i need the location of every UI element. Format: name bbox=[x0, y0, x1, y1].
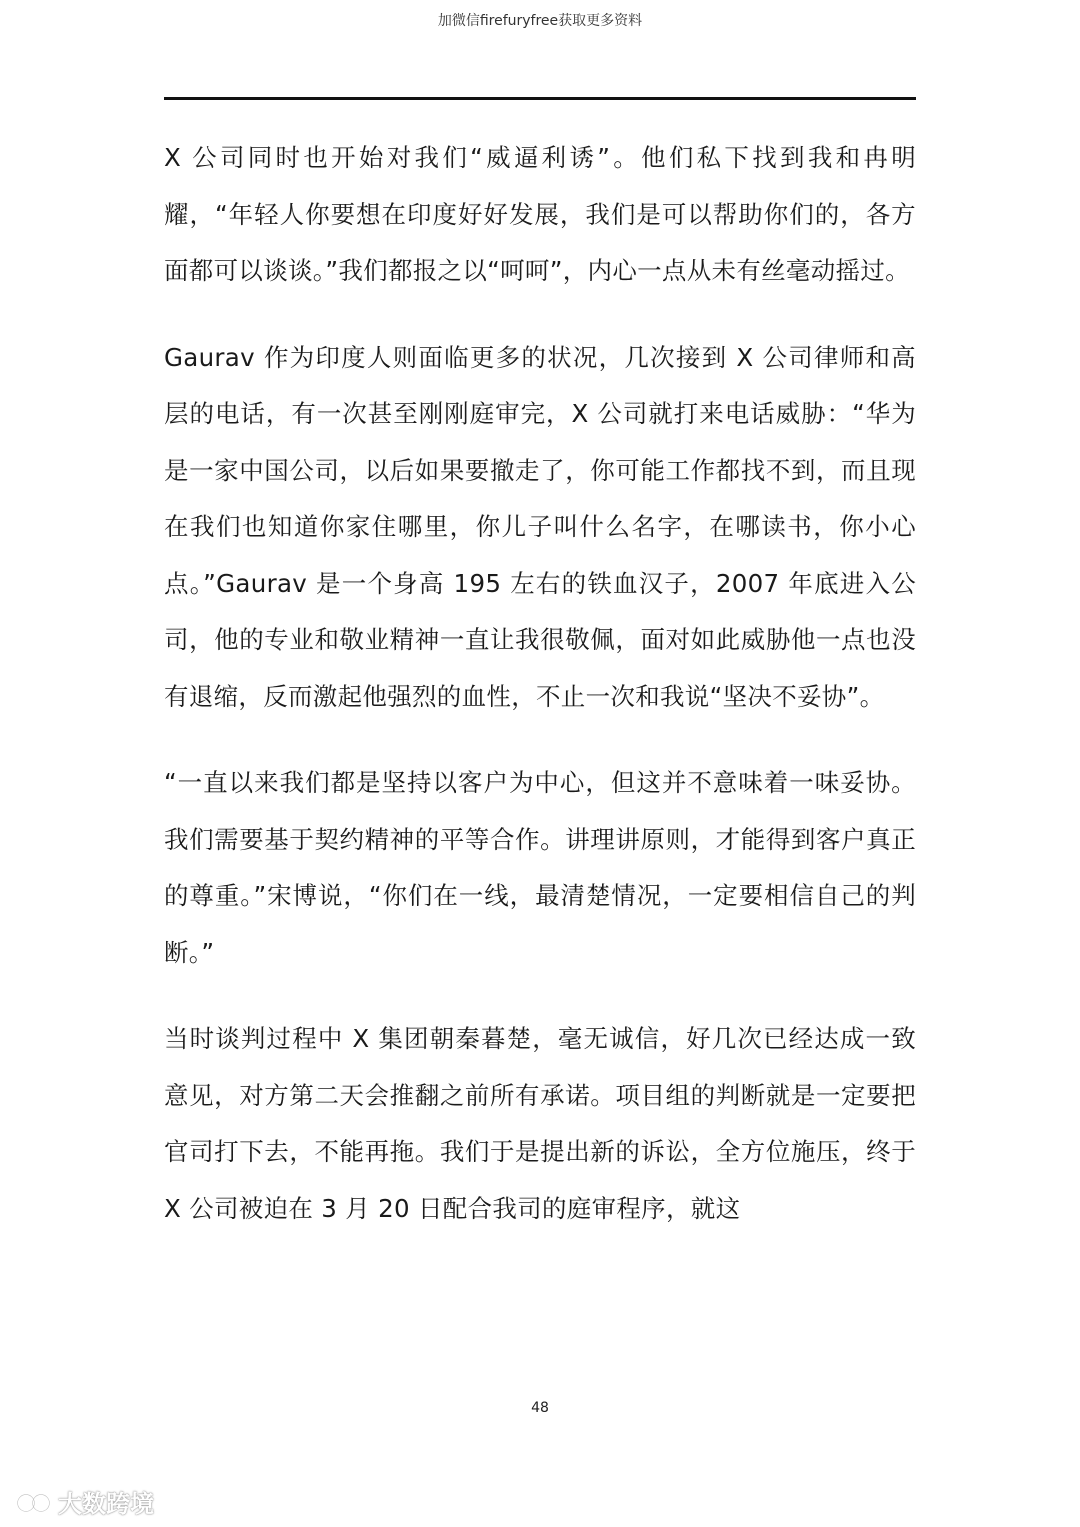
header-rule bbox=[164, 97, 916, 100]
page-header: 加微信firefuryfree获取更多资料 bbox=[437, 13, 643, 29]
paragraph: “一直以来我们都是坚持以客户为中心，但这并不意味着一味妥协。我们需要基于契约精神的平等合作。讲理讲原则，才能得到客户真正的尊重。”宋博说，“你们在一线，最清楚情况，一定要相信自己的判断。” bbox=[164, 768, 916, 967]
dashuju-logo-icon bbox=[6, 1487, 52, 1517]
watermark bbox=[6, 1484, 154, 1519]
watermark-text: 大数跨境 bbox=[58, 1490, 154, 1518]
paragraph: Gaurav 作为印度人则面临更多的状况，几次接到 X 公司律师和高层的电话，有一次甚至刚刚庭审完，X 公司就打来电话威胁：“华为是一家中国公司，以后如果要撤走了，你可能工作都找不到，而且现在我们也知道你家住哪里，你儿子叫什么名字，在哪读书，你小心点。”Gaurav 是一个身高 195 左右的铁血汉子，2007 年底进入公司，他的专业和敬业精神一直让我很敬佩，面对如此威胁他一点也没有退缩，反而激起他强烈的血性，不止一次和我说“坚决不妥协”。 bbox=[164, 342, 916, 711]
paragraph: X 公司同时也开始对我们“威逼利诱”。他们私下找到我和冉明耀，“年轻人你要想在印度好好发展，我们是可以帮助你们的，各方面都可以谈谈。”我们都报之以“呵呵”，内心一点从未有丝毫动摇过。 bbox=[164, 143, 916, 285]
body-text bbox=[164, 130, 916, 1267]
paragraph: 当时谈判过程中 X 集团朝秦暮楚，毫无诚信，好几次已经达成一致意见，对方第二天会推翻之前所有承诺。项目组的判断就是一定要把官司打下去，不能再拖。我们于是提出新的诉讼，全方位施压，终于 X 公司被迫在 3 月 20 日配合我司的庭审程序，就这 bbox=[164, 1024, 916, 1223]
page-number: 48 bbox=[531, 1400, 549, 1416]
